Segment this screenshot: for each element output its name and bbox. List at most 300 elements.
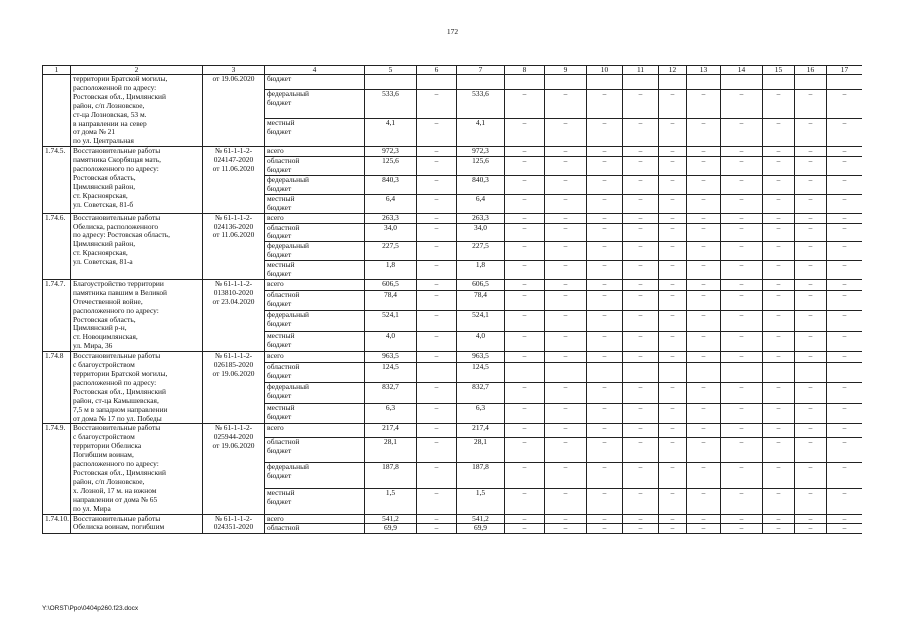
amount-col-17: – [827, 175, 863, 194]
amount-col-13: – [687, 242, 721, 261]
amount-col-9: – [545, 352, 587, 363]
column-header-6: 6 [417, 66, 457, 75]
amount-col-15: – [763, 279, 795, 290]
amount-col-14: – [721, 118, 763, 147]
amount-col-13: – [687, 524, 721, 534]
amount-col-16: – [795, 488, 827, 514]
column-header-4: 4 [265, 66, 365, 75]
amount-col-17: – [827, 424, 863, 437]
amount-col-10: – [587, 213, 623, 223]
amount-col-15 [763, 362, 795, 382]
column-header-10: 10 [587, 66, 623, 75]
amount-col-6: – [417, 213, 457, 223]
amount-total: 69,9 [365, 524, 417, 534]
amount-col-8: – [505, 213, 545, 223]
amount-col-11: – [623, 311, 659, 331]
amount-col-13: – [687, 352, 721, 363]
amount-col-16: – [795, 403, 827, 424]
amount-col-7: 4,0 [457, 331, 505, 352]
amount-col-16: – [795, 175, 827, 194]
amount-col-13: – [687, 175, 721, 194]
funding-source: федеральный бюджет [265, 311, 365, 331]
amount-col-15: – [763, 147, 795, 157]
amount-total: 28,1 [365, 437, 417, 463]
amount-col-8: – [505, 261, 545, 280]
amount-col-11: – [623, 213, 659, 223]
amount-col-9: – [545, 242, 587, 261]
amount-col-13: – [687, 213, 721, 223]
amount-col-17: – [827, 352, 863, 363]
amount-total: 606,5 [365, 279, 417, 290]
amount-col-6: – [417, 437, 457, 463]
amount-col-10: – [587, 463, 623, 489]
amount-col-11: – [623, 463, 659, 489]
amount-col-8: – [505, 242, 545, 261]
amount-col-12: – [659, 403, 687, 424]
amount-col-14: – [721, 175, 763, 194]
column-header-row [43, 66, 863, 75]
amount-col-7: 6,3 [457, 403, 505, 424]
amount-col-7: 606,5 [457, 279, 505, 290]
amount-col-12: – [659, 383, 687, 403]
amount-col-8: – [505, 352, 545, 363]
amount-col-15: – [763, 157, 795, 176]
amount-col-17: – [827, 194, 863, 213]
amount-col-17: – [827, 524, 863, 534]
amount-col-11: – [623, 424, 659, 437]
amount-col-14: – [721, 242, 763, 261]
amount-col-16: – [795, 463, 827, 489]
item-number: 1.74.5. [43, 147, 71, 213]
amount-col-12: – [659, 261, 687, 280]
amount-col-14: – [721, 424, 763, 437]
document-reference: № 61-1-1-2- 024147-2020 от 11.06.2020 [203, 147, 265, 213]
funding-source: областной бюджет [265, 157, 365, 176]
amount-col-16: – [795, 90, 827, 119]
amount-col-15: – [763, 424, 795, 437]
amount-col-9: – [545, 331, 587, 352]
amount-col-16: – [795, 157, 827, 176]
amount-col-7: 832,7 [457, 383, 505, 403]
amount-col-10: – [587, 194, 623, 213]
amount-col-16: – [795, 194, 827, 213]
amount-col-17: – [827, 261, 863, 280]
amount-col-7 [457, 75, 505, 90]
amount-col-11 [623, 75, 659, 90]
amount-col-16: – [795, 290, 827, 310]
amount-col-10: – [587, 157, 623, 176]
amount-col-11: – [623, 90, 659, 119]
amount-col-15 [763, 75, 795, 90]
amount-col-13: – [687, 488, 721, 514]
amount-total: 1,5 [365, 488, 417, 514]
amount-col-11: – [623, 514, 659, 524]
amount-col-6: – [417, 147, 457, 157]
amount-col-11: – [623, 403, 659, 424]
amount-total: 6,4 [365, 194, 417, 213]
amount-col-12: – [659, 90, 687, 119]
amount-col-15: – [763, 223, 795, 242]
amount-col-7: 124,5 [457, 362, 505, 382]
funding-source: местный бюджет [265, 331, 365, 352]
item-number: 1.74.7. [43, 279, 71, 351]
amount-col-7: 227,5 [457, 242, 505, 261]
amount-col-6: – [417, 463, 457, 489]
amount-col-8: – [505, 194, 545, 213]
amount-col-16: – [795, 331, 827, 352]
amount-col-14: – [721, 311, 763, 331]
amount-col-9: – [545, 311, 587, 331]
amount-col-9: – [545, 424, 587, 437]
amount-col-11: – [623, 242, 659, 261]
amount-col-13: – [687, 279, 721, 290]
amount-col-12: – [659, 331, 687, 352]
funding-source: областной бюджет [265, 290, 365, 310]
amount-col-9: – [545, 514, 587, 524]
amount-col-6: – [417, 261, 457, 280]
amount-col-8: – [505, 90, 545, 119]
amount-col-15: – [763, 514, 795, 524]
amount-col-13: – [687, 118, 721, 147]
amount-col-14: – [721, 383, 763, 403]
footer-file-path: Y:\ORST\Ppo\0404p260.f23.docx [42, 605, 139, 612]
amount-total: 187,8 [365, 463, 417, 489]
amount-col-6: – [417, 290, 457, 310]
amount-col-7: 28,1 [457, 437, 505, 463]
amount-col-14: – [721, 157, 763, 176]
work-description: Благоустройство территории памятника павшим в Великой Отечественной войне, расположенного по адресу: Ростовская область, Цимлянский р-н, ст. Новоцимлянская, ул. Мира, 36 [71, 279, 203, 351]
funding-source: областной [265, 524, 365, 534]
funding-source: всего [265, 514, 365, 524]
table-body [43, 75, 863, 534]
amount-col-16: – [795, 223, 827, 242]
amount-col-11: – [623, 157, 659, 176]
amount-col-7: 69,9 [457, 524, 505, 534]
funding-source: федеральный бюджет [265, 383, 365, 403]
amount-col-16 [795, 362, 827, 382]
amount-col-14: – [721, 194, 763, 213]
amount-col-11: – [623, 437, 659, 463]
amount-col-9: – [545, 279, 587, 290]
amount-col-17: – [827, 147, 863, 157]
amount-col-9: – [545, 157, 587, 176]
amount-total: 263,3 [365, 213, 417, 223]
amount-col-17 [827, 362, 863, 382]
amount-col-6: – [417, 242, 457, 261]
funding-source: федеральный бюджет [265, 175, 365, 194]
amount-col-8: – [505, 331, 545, 352]
amount-col-7: 963,5 [457, 352, 505, 363]
amount-col-9: – [545, 437, 587, 463]
funding-source: областной бюджет [265, 223, 365, 242]
amount-col-16: – [795, 118, 827, 147]
amount-col-15: – [763, 352, 795, 363]
amount-col-12: – [659, 118, 687, 147]
amount-total: 972,3 [365, 147, 417, 157]
work-description: Восстановительные работы с благоустройством территории Братской могилы, расположенной по адресу: Ростовская обл., Цимлянский район, ст-ца Камышевская, 7,5 м в западном направлении от дома № 17 по ул. Победы [71, 352, 203, 424]
amount-col-10: – [587, 514, 623, 524]
amount-col-10: – [587, 290, 623, 310]
amount-col-14: – [721, 279, 763, 290]
amount-total: 227,5 [365, 242, 417, 261]
funding-source: местный бюджет [265, 403, 365, 424]
column-header-2: 2 [71, 66, 203, 75]
amount-col-17: – [827, 463, 863, 489]
funding-source: областной бюджет [265, 362, 365, 382]
amount-col-7: 78,4 [457, 290, 505, 310]
amount-col-11: – [623, 261, 659, 280]
amount-col-10: – [587, 223, 623, 242]
table-row [43, 514, 863, 524]
amount-col-16: – [795, 147, 827, 157]
budget-table-container [42, 65, 862, 604]
amount-col-10: – [587, 524, 623, 534]
amount-col-7: 541,2 [457, 514, 505, 524]
funding-source: федеральный бюджет [265, 90, 365, 119]
amount-col-8: – [505, 514, 545, 524]
amount-total: 533,6 [365, 90, 417, 119]
amount-total: 4,0 [365, 331, 417, 352]
amount-col-7: 840,3 [457, 175, 505, 194]
amount-col-15: – [763, 403, 795, 424]
amount-col-6: – [417, 118, 457, 147]
amount-col-15: – [763, 118, 795, 147]
amount-col-13: – [687, 514, 721, 524]
document-reference: № 61-1-1-2- 013810-2020 от 23.04.2020 [203, 279, 265, 351]
amount-col-17: – [827, 118, 863, 147]
amount-col-13 [687, 362, 721, 382]
amount-col-10: – [587, 403, 623, 424]
amount-total: 6,3 [365, 403, 417, 424]
amount-total: 4,1 [365, 118, 417, 147]
amount-col-6: – [417, 352, 457, 363]
column-header-13: 13 [687, 66, 721, 75]
amount-col-8: – [505, 157, 545, 176]
amount-col-9: – [545, 524, 587, 534]
amount-col-9: – [545, 213, 587, 223]
column-header-5: 5 [365, 66, 417, 75]
amount-col-6: – [417, 383, 457, 403]
amount-col-14: – [721, 463, 763, 489]
amount-col-9 [545, 75, 587, 90]
amount-col-15: – [763, 311, 795, 331]
amount-col-13: – [687, 194, 721, 213]
amount-col-12 [659, 75, 687, 90]
amount-col-6: – [417, 279, 457, 290]
amount-col-17: – [827, 514, 863, 524]
amount-col-16: – [795, 524, 827, 534]
amount-col-16: – [795, 311, 827, 331]
amount-col-13: – [687, 223, 721, 242]
funding-source: всего [265, 424, 365, 437]
column-header-1: 1 [43, 66, 71, 75]
amount-col-9: – [545, 118, 587, 147]
amount-col-7: 6,4 [457, 194, 505, 213]
work-description: Восстановительные работы Обелиска, расположенного по адресу: Ростовская область, Цимлянский район, ст. Красноярская, ул. Советская, 81-а [71, 213, 203, 279]
page-number: 172 [446, 27, 459, 36]
amount-col-10: – [587, 331, 623, 352]
work-description: территории Братской могилы, расположенной по адресу: Ростовская обл., Цимлянский район, с/п Лозновское, ст-ца Лозновская, 53 м. в направлении на север от дома № 21 по ул. Центральная [71, 75, 203, 147]
amount-col-11: – [623, 352, 659, 363]
amount-col-12: – [659, 352, 687, 363]
amount-col-12: – [659, 223, 687, 242]
amount-col-6: – [417, 488, 457, 514]
table-row [43, 147, 863, 157]
work-description: Восстановительные работы памятника Скорбящая мать, расположенного по адресу: Ростовская область, Цимлянский район, ст. Красноярская, ул. Советская, 81-б [71, 147, 203, 213]
amount-col-15: – [763, 331, 795, 352]
amount-col-14: – [721, 261, 763, 280]
amount-col-16: – [795, 279, 827, 290]
amount-col-9: – [545, 463, 587, 489]
amount-col-9 [545, 362, 587, 382]
column-header-17: 17 [827, 66, 863, 75]
amount-col-14: – [721, 90, 763, 119]
amount-col-14: – [721, 437, 763, 463]
amount-col-9: – [545, 90, 587, 119]
amount-col-11: – [623, 383, 659, 403]
funding-source: всего [265, 279, 365, 290]
amount-col-15: – [763, 175, 795, 194]
amount-col-16: – [795, 383, 827, 403]
amount-col-17: – [827, 437, 863, 463]
amount-col-12: – [659, 488, 687, 514]
amount-col-12: – [659, 147, 687, 157]
amount-col-14: – [721, 524, 763, 534]
amount-col-6: – [417, 175, 457, 194]
amount-col-8: – [505, 118, 545, 147]
amount-col-9: – [545, 290, 587, 310]
amount-col-11: – [623, 118, 659, 147]
amount-col-15: – [763, 463, 795, 489]
document-reference: № 61-1-1-2- 026185-2020 от 19.06.2020 [203, 352, 265, 424]
amount-total [365, 75, 417, 90]
amount-col-17: – [827, 488, 863, 514]
amount-col-12: – [659, 157, 687, 176]
amount-col-12 [659, 362, 687, 382]
amount-col-6: – [417, 524, 457, 534]
amount-col-13: – [687, 147, 721, 157]
amount-col-6: – [417, 157, 457, 176]
amount-total: 78,4 [365, 290, 417, 310]
document-reference: от 19.06.2020 [203, 75, 265, 147]
amount-col-6: – [417, 223, 457, 242]
amount-col-8: – [505, 223, 545, 242]
column-header-3: 3 [203, 66, 265, 75]
amount-col-8: – [505, 424, 545, 437]
amount-col-17: – [827, 213, 863, 223]
amount-col-6: – [417, 331, 457, 352]
amount-col-15: – [763, 383, 795, 403]
funding-source: местный бюджет [265, 261, 365, 280]
amount-col-17: – [827, 242, 863, 261]
amount-col-17 [827, 75, 863, 90]
amount-total: 34,0 [365, 223, 417, 242]
amount-col-9: – [545, 147, 587, 157]
amount-col-13: – [687, 157, 721, 176]
amount-col-12: – [659, 175, 687, 194]
amount-col-8: – [505, 524, 545, 534]
item-number: 1.74.6. [43, 213, 71, 279]
amount-col-13: – [687, 424, 721, 437]
amount-col-7: 34,0 [457, 223, 505, 242]
amount-col-6: – [417, 311, 457, 331]
amount-col-11: – [623, 290, 659, 310]
amount-col-14: – [721, 331, 763, 352]
amount-col-7: 187,8 [457, 463, 505, 489]
amount-col-10: – [587, 383, 623, 403]
amount-col-11: – [623, 488, 659, 514]
amount-col-9: – [545, 488, 587, 514]
amount-col-12: – [659, 514, 687, 524]
amount-col-12: – [659, 424, 687, 437]
amount-col-6: – [417, 514, 457, 524]
amount-col-13: – [687, 383, 721, 403]
amount-col-12: – [659, 242, 687, 261]
amount-total: 524,1 [365, 311, 417, 331]
amount-col-10: – [587, 147, 623, 157]
amount-col-7: 217,4 [457, 424, 505, 437]
funding-source: федеральный бюджет [265, 242, 365, 261]
amount-col-16: – [795, 437, 827, 463]
amount-col-17: – [827, 331, 863, 352]
amount-col-12: – [659, 279, 687, 290]
amount-col-13: – [687, 331, 721, 352]
amount-col-10: – [587, 352, 623, 363]
table-row [43, 279, 863, 290]
amount-col-16: – [795, 514, 827, 524]
funding-source: всего [265, 213, 365, 223]
amount-col-14: – [721, 514, 763, 524]
amount-col-14: – [721, 147, 763, 157]
column-header-9: 9 [545, 66, 587, 75]
amount-col-10: – [587, 90, 623, 119]
amount-col-6: – [417, 90, 457, 119]
amount-col-6 [417, 75, 457, 90]
amount-col-9: – [545, 194, 587, 213]
amount-col-6: – [417, 424, 457, 437]
amount-col-8: – [505, 437, 545, 463]
item-number: 1.74.10. [43, 514, 71, 534]
amount-col-8: – [505, 488, 545, 514]
item-number [43, 75, 71, 147]
amount-col-17: – [827, 311, 863, 331]
amount-total: 125,6 [365, 157, 417, 176]
amount-col-9: – [545, 403, 587, 424]
funding-source: областной бюджет [265, 437, 365, 463]
amount-col-14 [721, 75, 763, 90]
amount-col-11: – [623, 524, 659, 534]
amount-col-7: 972,3 [457, 147, 505, 157]
amount-col-12: – [659, 524, 687, 534]
amount-col-14: – [721, 290, 763, 310]
amount-col-8: – [505, 175, 545, 194]
amount-col-15: – [763, 242, 795, 261]
amount-col-16: – [795, 213, 827, 223]
amount-col-10: – [587, 488, 623, 514]
amount-col-14 [721, 362, 763, 382]
amount-col-13: – [687, 463, 721, 489]
amount-col-9: – [545, 223, 587, 242]
amount-col-7: 4,1 [457, 118, 505, 147]
amount-col-10: – [587, 311, 623, 331]
amount-col-15: – [763, 213, 795, 223]
amount-col-16: – [795, 242, 827, 261]
funding-source: федеральный бюджет [265, 463, 365, 489]
amount-col-12: – [659, 290, 687, 310]
amount-col-15: – [763, 90, 795, 119]
funding-source: всего [265, 352, 365, 363]
amount-col-11: – [623, 147, 659, 157]
